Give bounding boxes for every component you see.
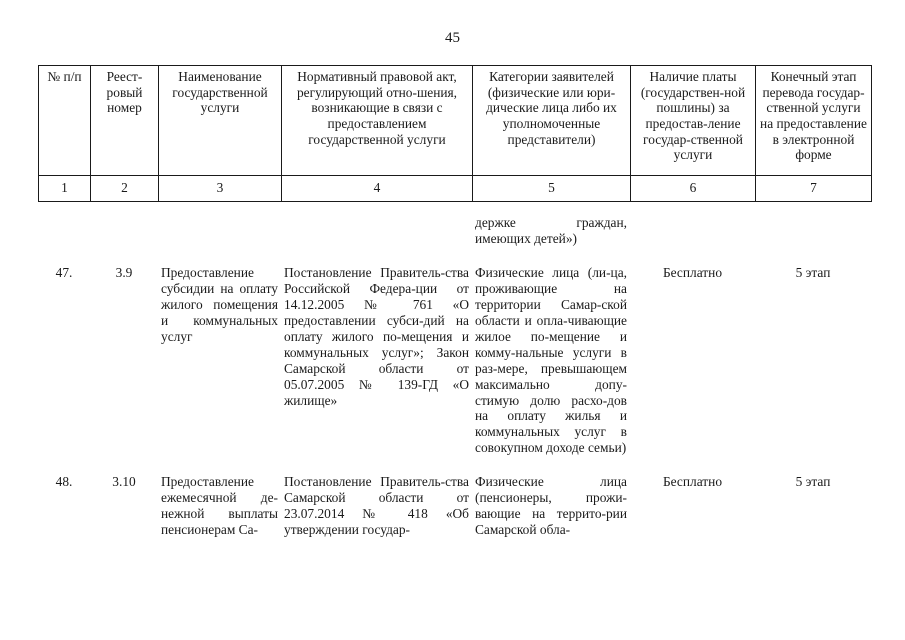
col-index: 3 (159, 176, 282, 202)
header-col-registry: Реест-ровый номер (91, 66, 159, 176)
carryover-applicants: держке граждан, имеющих детей») (475, 215, 627, 246)
applicant-category: Физические лица (ли-ца, проживающие на территории Самар-ской области и опла-чивающие жилое по-мещение и комму-нальные услуги в раз-мере, превышающем максимально допу-стимую долю расхо-дов на оплату жилья и коммунальных услуг в совокупном доходе семьи) (475, 264, 627, 456)
table-row (38, 474, 871, 538)
fee: Бесплатно (662, 264, 723, 280)
header-number-row (39, 176, 872, 202)
col-index: 1 (39, 176, 91, 202)
col-index: 6 (631, 176, 756, 202)
legal-act: Постановление Правитель-ства Самарской области от 23.07.2014 № 418 «Об утверждении государ- (284, 474, 469, 538)
page-number: 45 (445, 30, 460, 46)
col-index: 4 (282, 176, 473, 202)
final-stage: 5 этап (795, 474, 831, 490)
col-index: 2 (91, 176, 159, 202)
table-row (38, 265, 871, 474)
header-col-final-stage: Конечный этап перевода государ-ственной услуги на предоставление в электронной форме (756, 66, 872, 176)
carryover-row (38, 214, 871, 265)
header-col-fee: Наличие платы (государствен-ной пошлины) за предостав-ление государ-ственной услуги (631, 66, 756, 176)
table-header (38, 65, 872, 202)
header-col-service-name: Наименование государственной услуги (159, 66, 282, 176)
registry-number: 3.9 (115, 264, 133, 280)
fee: Бесплатно (662, 474, 723, 490)
service-name: Предоставление ежемесячной де-нежной выплаты пенсионерам Са- (161, 474, 278, 538)
col-index: 5 (473, 176, 631, 202)
header-col-legal-act: Нормативный правовой акт, регулирующий отно-шения, возникающие в связи с предоставлением государственной услуги (282, 66, 473, 176)
legal-act: Постановление Правитель-ства Российской Федера-ции от 14.12.2005 № 761 «О предоставлении субси-дий на оплату жилого по-мещения и коммунальных услуг»; Закон Самарской области от 05.07.2005 № 139-ГД «О жилище» (284, 264, 469, 408)
col-index: 7 (756, 176, 872, 202)
row-number: 47. (55, 264, 73, 280)
service-name: Предоставление субсидии на оплату жилого помещения и коммунальных услуг (161, 264, 278, 344)
final-stage: 5 этап (795, 264, 831, 280)
applicant-category: Физические лица (пенсионеры, прожи-вающие на террито-рии Самарской обла- (475, 474, 627, 538)
header-col-number: № п/п (39, 66, 91, 176)
header-col-applicants: Категории заявителей (физические или юри-дические лица либо их уполномоченные представители) (473, 66, 631, 176)
table-body (38, 214, 871, 538)
registry-number: 3.10 (112, 474, 136, 490)
row-number: 48. (55, 474, 73, 490)
header-row (39, 66, 872, 176)
